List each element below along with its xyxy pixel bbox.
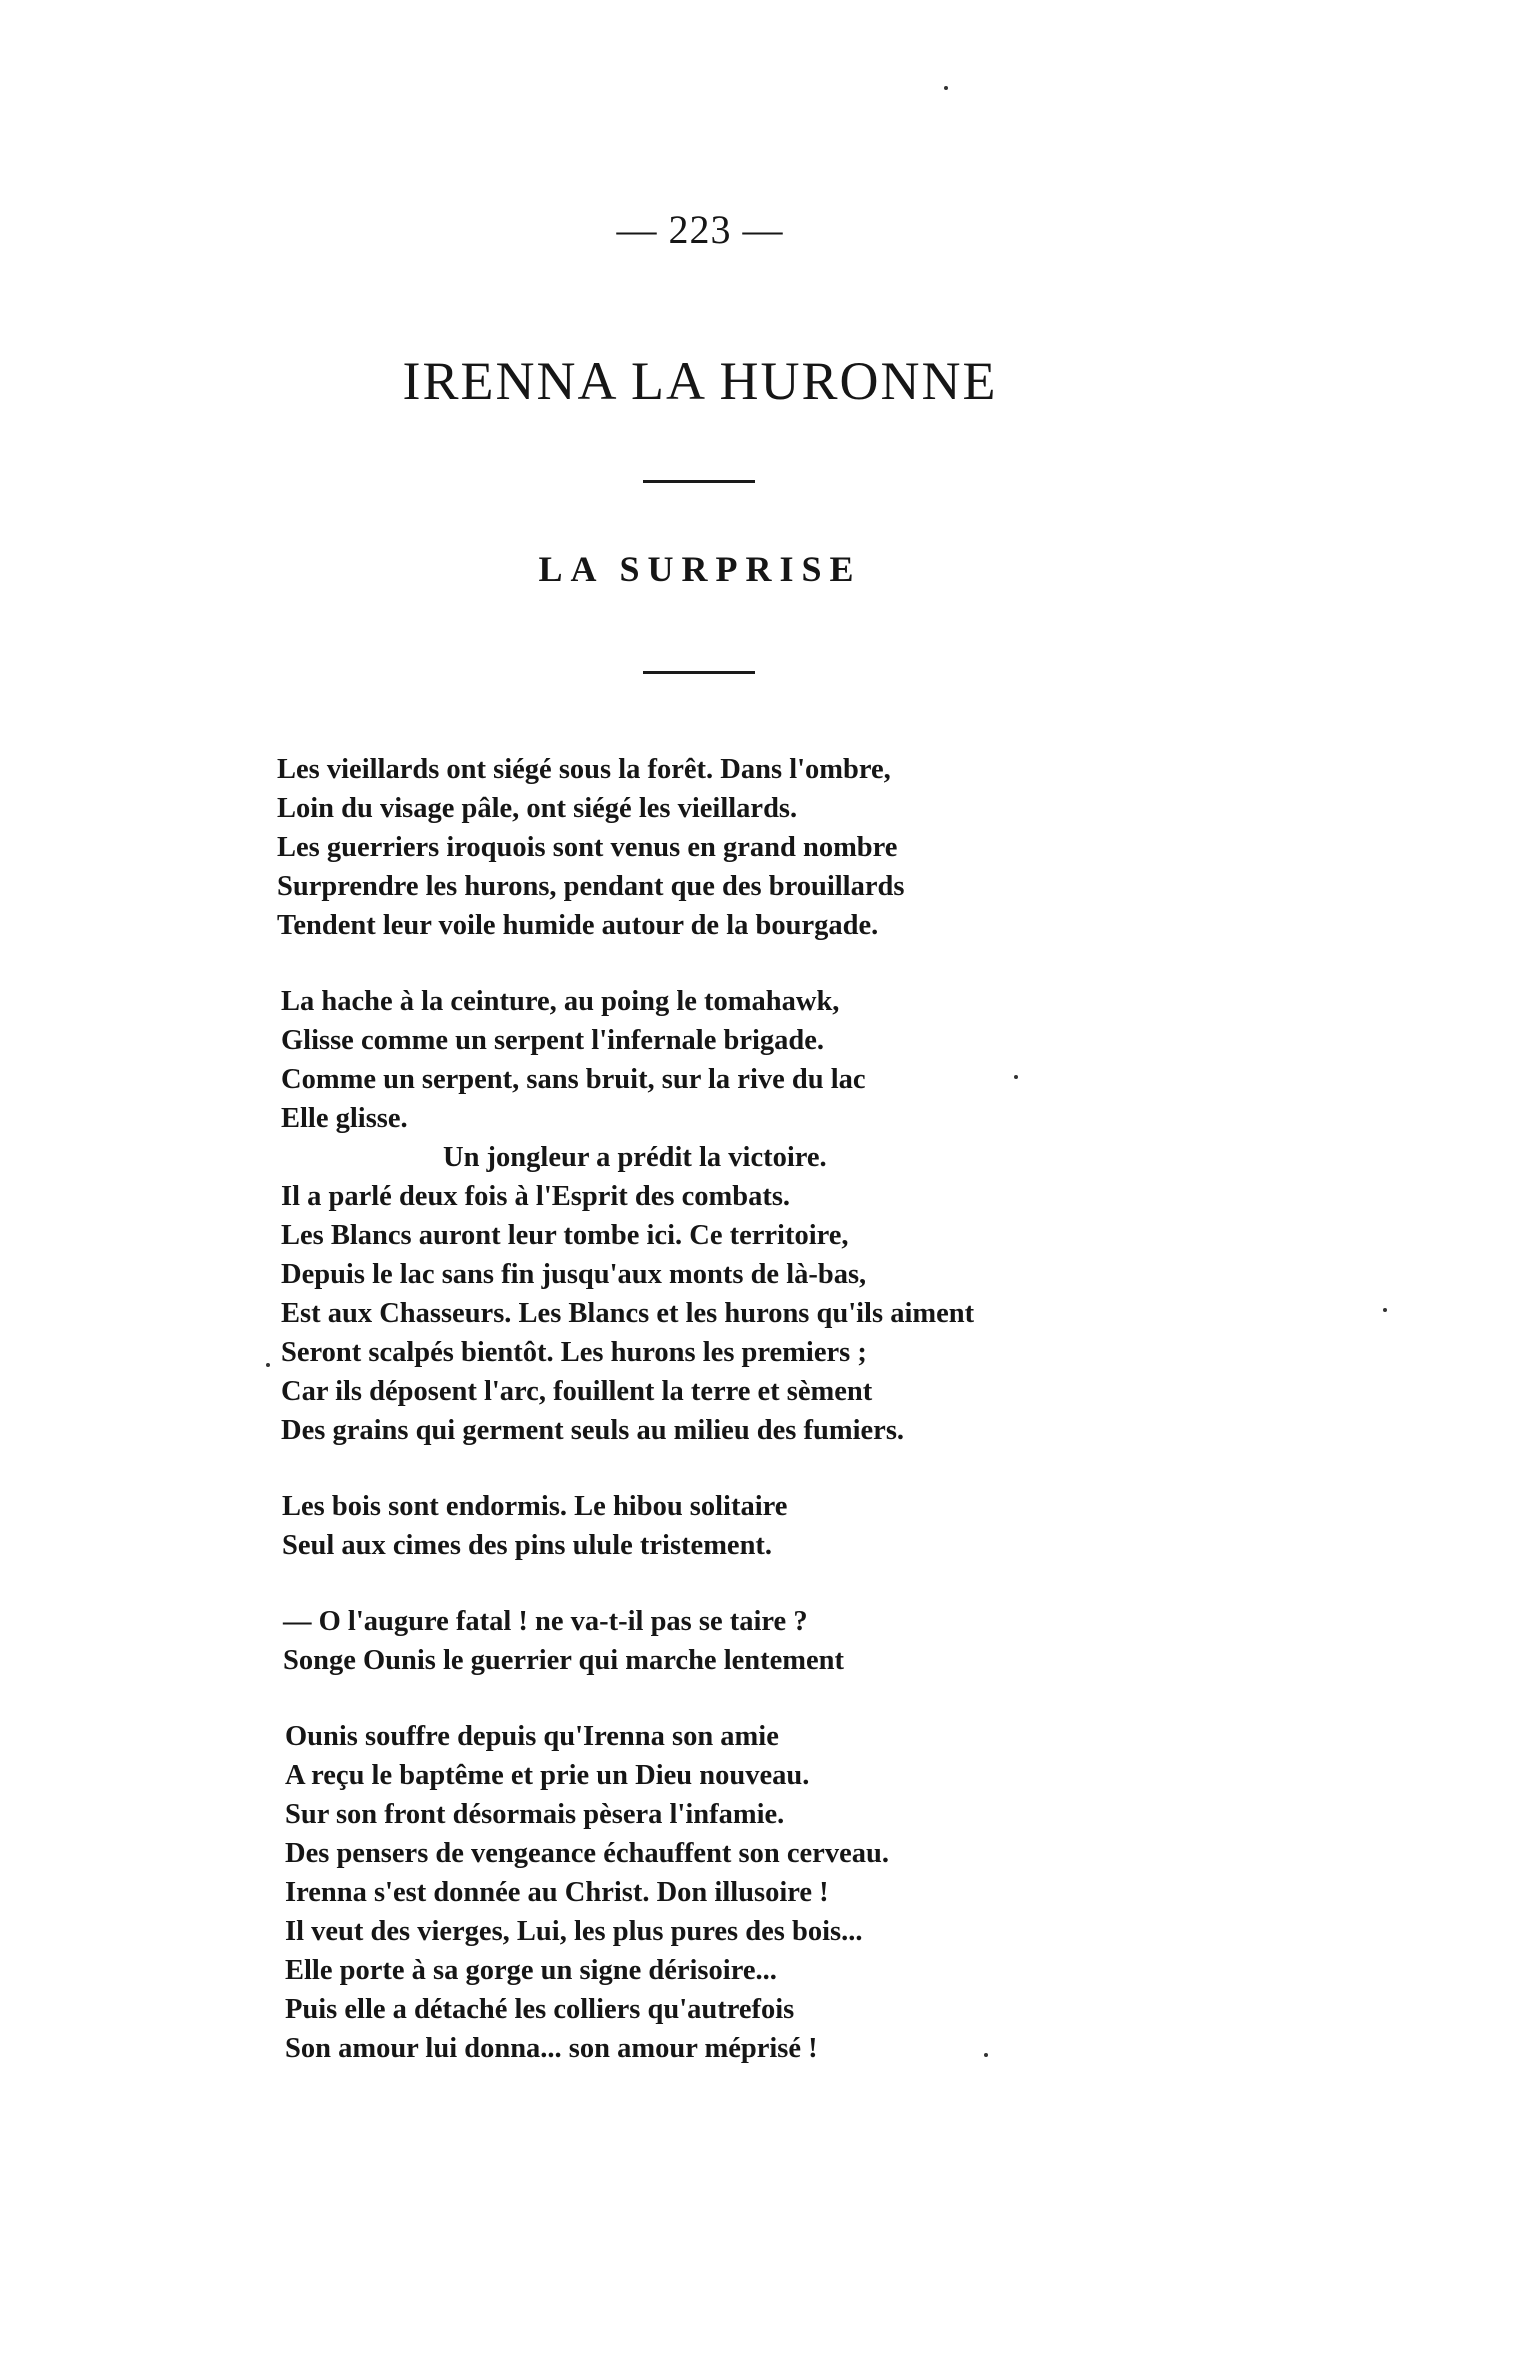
stanza-1	[277, 750, 1177, 945]
verse-line: Songe Ounis le guerrier qui marche lentement	[283, 1645, 844, 1676]
stanza-4	[277, 1602, 1177, 1680]
verse-line: Glisse comme un serpent l'infernale brigade.	[281, 1025, 825, 1056]
verse-line: Comme un serpent, sans bruit, sur la rive du lac	[281, 1064, 866, 1095]
scan-speck	[984, 2053, 988, 2057]
verse-line: Tendent leur voile humide autour de la bourgade.	[277, 910, 879, 941]
section-subtitle: LA SURPRISE	[538, 549, 862, 589]
verse-line: Loin du visage pâle, ont siégé les vieillards.	[277, 793, 798, 824]
verse-line: Son amour lui donna... son amour méprisé !	[285, 2033, 818, 2064]
verse-line: — O l'augure fatal ! ne va-t-il pas se taire ?	[283, 1606, 808, 1637]
title-rule	[643, 480, 755, 483]
verse-line: Il veut des vierges, Lui, les plus pures des bois...	[285, 1916, 863, 1947]
verse-line: La hache à la ceinture, au poing le tomahawk,	[281, 986, 840, 1017]
verse-line: Seul aux cimes des pins ulule tristement.	[282, 1530, 773, 1561]
verse-line: Seront scalpés bientôt. Les hurons les premiers ;	[281, 1337, 867, 1368]
verse-line: Les Blancs auront leur tombe ici. Ce territoire,	[281, 1220, 849, 1251]
page-number: — 223 —	[616, 207, 784, 252]
verse-line: Elle glisse.	[281, 1103, 408, 1134]
verse-line: Sur son front désormais pèsera l'infamie.	[285, 1799, 785, 1830]
scan-speck	[1014, 1075, 1018, 1079]
scan-speck	[1383, 1308, 1387, 1312]
verse-line: Est aux Chasseurs. Les Blancs et les hurons qu'ils aiment	[281, 1298, 975, 1329]
subtitle-rule	[643, 671, 755, 674]
verse-line: A reçu le baptême et prie un Dieu nouveau.	[285, 1760, 810, 1791]
verse-line: Des grains qui germent seuls au milieu des fumiers.	[281, 1415, 905, 1446]
verse-line: Des pensers de vengeance échauffent son cerveau.	[285, 1838, 889, 1869]
verse-line: Il a parlé deux fois à l'Esprit des combats.	[281, 1181, 791, 1212]
verse-line: Depuis le lac sans fin jusqu'aux monts de là-bas,	[281, 1259, 867, 1290]
verse-line: Ounis souffre depuis qu'Irenna son amie	[285, 1721, 779, 1752]
poem-title: IRENNA LA HURONNE	[402, 351, 998, 411]
verse-line: Puis elle a détaché les colliers qu'autrefois	[285, 1994, 795, 2025]
verse-line: Surprendre les hurons, pendant que des brouillards	[277, 871, 905, 902]
scan-speck	[266, 1363, 270, 1367]
verse-line: Les guerriers iroquois sont venus en grand nombre	[277, 832, 898, 863]
scan-speck	[944, 86, 948, 90]
stanza-5	[277, 1717, 1177, 2068]
stanza-3	[277, 1487, 1177, 1565]
verse-line: Les vieillards ont siégé sous la forêt. Dans l'ombre,	[277, 754, 891, 785]
verse-line: Car ils déposent l'arc, fouillent la terre et sèment	[281, 1376, 873, 1407]
verse-line: Les bois sont endormis. Le hibou solitaire	[282, 1491, 788, 1522]
stanza-2	[277, 982, 1177, 1450]
verse-line-indented: Un jongleur a prédit la victoire.	[443, 1142, 827, 1173]
verse-line: Elle porte à sa gorge un signe dérisoire...	[285, 1955, 777, 1986]
verse-line: Irenna s'est donnée au Christ. Don illusoire !	[285, 1877, 829, 1908]
poem-body	[277, 750, 1177, 2105]
